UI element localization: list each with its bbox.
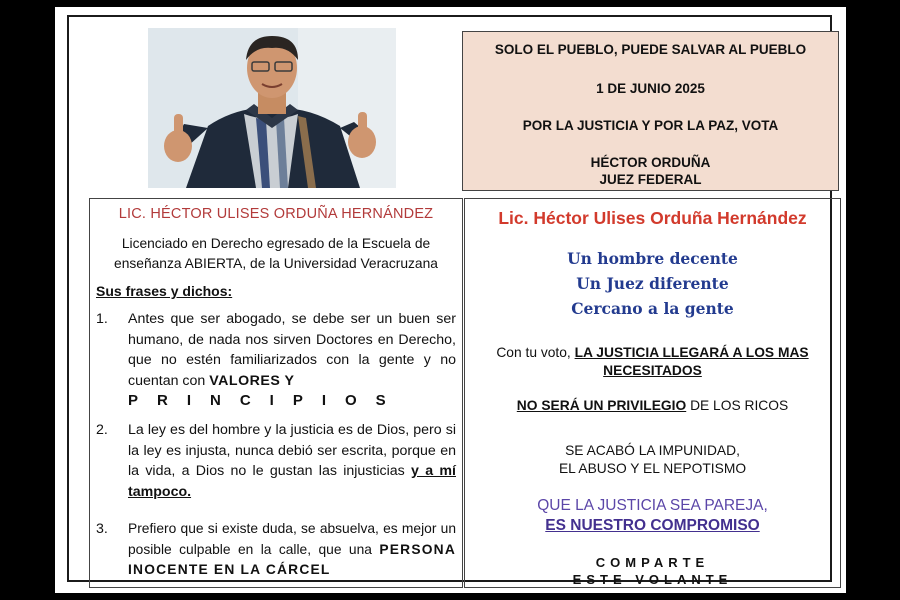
motto-decent: Un hombre decente (567, 249, 738, 268)
vote-prefix: Con tu voto, (496, 345, 571, 360)
saying-emphasis-spaced: PRINCIPIOS (128, 392, 405, 409)
candidate-illustration (148, 28, 396, 188)
motto-close: Cercano a la gente (571, 299, 734, 318)
privilege-emphasis: NO SERÁ UN PRIVILEGIO (516, 398, 687, 413)
vote-emphasis-1: LA JUSTICIA LLEGARÁ A LOS MAS (574, 345, 809, 360)
commitment-line-1: QUE LA JUSTICIA SEA PAREJA, (537, 497, 768, 514)
vote-emphasis-2: NECESITADOS (603, 363, 702, 378)
platform-panel (464, 198, 841, 588)
campaign-flyer (55, 7, 846, 593)
commitment-line-2 (465, 517, 840, 535)
saying-text: Prefiero que si existe duda, se absuelva, es mejor un posible culpable en la calle, que una (128, 521, 456, 557)
motto-different: Un Juez diferente (576, 274, 729, 293)
commitment-emphasis: ES NUESTRO COMPROMISO (545, 517, 760, 534)
slogan-line-position: JUEZ FEDERAL (599, 172, 702, 187)
saying-number: 2. (96, 422, 108, 438)
slogan-line-candidate: HÉCTOR ORDUÑA (590, 155, 711, 170)
flyer-frame (67, 15, 832, 587)
bio-panel (89, 198, 463, 588)
slogan-box (462, 31, 839, 191)
impunity-line-1: SE ACABÓ LA IMPUNIDAD, (565, 443, 740, 458)
share-line-1: COMPARTE (595, 555, 710, 570)
degree-text: Licenciado en Derecho egresado de la Escuela de enseñanza ABIERTA, de la Universidad Veracruzana (114, 236, 438, 271)
saying-emphasis: PERSONA INOCENTE EN LA CÁRCEL (128, 541, 456, 577)
saying-item-3 (96, 519, 456, 581)
saying-number: 1. (96, 311, 108, 327)
saying-item-1 (96, 309, 456, 412)
slogan-line-date: 1 DE JUNIO 2025 (596, 81, 705, 96)
privilege-rest: DE LOS RICOS (690, 398, 789, 413)
vote-promise (465, 344, 840, 380)
slogan-line-vote: POR LA JUSTICIA Y POR LA PAZ, VOTA (522, 118, 779, 133)
saying-number: 3. (96, 521, 108, 537)
saying-text: Antes que ser abogado, se debe ser un buen ser humano, de nada nos sirven Doctores en Derecho, que no estén familiarizados con la gente y no cuentan con (128, 311, 456, 389)
slogan-line-people: SOLO EL PUEBLO, PUEDE SALVAR AL PUEBLO (494, 42, 807, 57)
candidate-name-caps: LIC. HÉCTOR ULISES ORDUÑA HERNÁNDEZ (118, 206, 434, 222)
privilege-line (465, 397, 840, 415)
share-line-2: ESTE VOLANTE (572, 572, 733, 587)
saying-item-2 (96, 420, 456, 502)
sayings-title: Sus frases y dichos: (96, 283, 233, 299)
candidate-name: Lic. Héctor Ulises Orduña Hernández (498, 208, 807, 228)
impunity-line-2: EL ABUSO Y EL NEPOTISMO (558, 461, 747, 476)
saying-text: La ley es del hombre y la justicia es de Dios, pero si la ley es injusta, nunca debió ser escrita, porque en la vida, a Dios no le gustan las injusticias (128, 422, 456, 479)
saying-emphasis: y a mí tampoco. (128, 463, 456, 500)
saying-emphasis: VALORES Y (209, 372, 295, 389)
candidate-photo (148, 28, 396, 188)
